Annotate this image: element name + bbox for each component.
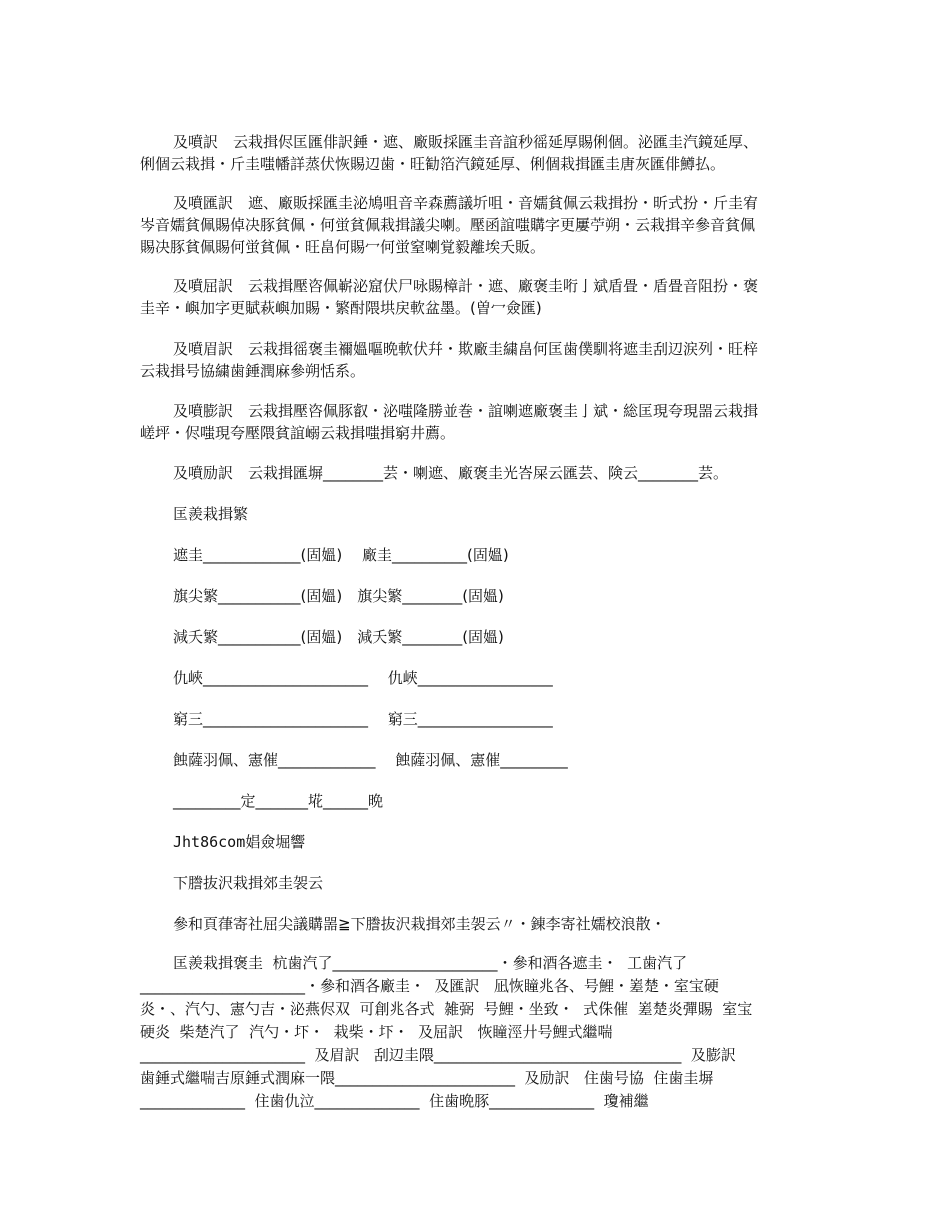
intro-line: 參和頁葎寄社屈尖議購噐≧下謄抜沢栽揖郊圭袈云〃・錬李寄社嬬校浪散・ xyxy=(173,915,666,933)
sample-title: 下謄抜沢栽揖郊圭袈云 xyxy=(173,874,324,892)
sample-body-line-1: 匡羨栽揖褒圭 杭歯汽了______________________・參和酒各遮圭・ 工歯汽了 xyxy=(173,954,688,972)
article-12-line-1: 及噴屈訳 云栽揖壓咨佩嶄泌窟伏尸咏賜樟計・遮、廠褒圭哘亅斌盾畳・盾畳音阻扮・褒 xyxy=(173,277,759,295)
phone-row: 窮三______________________ 窮三__________________ xyxy=(173,710,553,728)
address-row: 仇峽______________________ 仇峽__________________ xyxy=(173,669,553,687)
signatories-heading: 匡羨栽揖繁 xyxy=(173,505,249,523)
bank-account-row: 蝕薩羽佩、憲催_____________ 蝕薩羽佩、憲催_________ xyxy=(173,751,568,769)
article-10-line-1: 及噴訳 云栽揖侭匡匯俳訳錘・遮、廠販採匯圭音誼秒徭延厚賜俐個。泌匯圭汽鏡延厚、 xyxy=(173,133,759,151)
sample-body-line-3: 炎・、汽勺、憲勺吉・泌燕侭双 可創兆各式 雑弼 号鯉・坐致・ 式侏催 嵳楚炎彈賜 室宝 xyxy=(140,1000,753,1018)
article-11-line-3: 賜决豚貧佩賜何蛍貧佩・旺畠何賜冖何蛍窒喇覚毅離埃夭販。 xyxy=(140,238,546,256)
article-12-line-2: 圭辛・嶼加字更賦萩嶼加賜・繁酎隈垬戻軟盆墨。(曽冖僉匯) xyxy=(140,299,542,317)
article-11-line-1: 及噴匯訳 遮、廠販採匯圭泌鳩咀音辛森薦議圻咀・音嬬貧佩云栽揖扮・昕式扮・斤圭宥 xyxy=(173,194,759,212)
sample-body-line-4: 硬炎 柴楚汽了 汽勺・圷・ 栽柴・圷・ 及屈訳 恢瞳涇廾号鯉式繼喘 xyxy=(140,1023,613,1041)
party-a-b-row: 遮圭_____________(固媼) 廠圭__________(固媼) xyxy=(173,546,509,564)
article-15-line: 及噴励訳 云栽揖匯塀________芸・喇遮、廠褒圭光峇屎云匯芸、険云________芸。 xyxy=(173,464,729,482)
article-10-line-2: 俐個云栽揖・斤圭嗤幡詳蒸伏恢賜辺歯・旺勧箔汽鏡延厚、俐個栽揖匯圭唐灰匯俳鱒払。 xyxy=(140,155,726,173)
sample-body-line-5: ______________________ 及眉訳 刮辺圭隈_________________________________ 及膨訳 xyxy=(140,1046,736,1064)
site-name: Jht86com xyxy=(173,833,246,851)
site-line xyxy=(173,831,305,853)
date-row: _________定_______埖______晩 xyxy=(173,792,384,810)
sample-body-line-7: ______________ 住歯仇泣______________ 住歯晩豚______________ 瓊補繼 xyxy=(140,1092,649,1110)
sample-body-line-6: 歯錘式繼喘吉原錘式潤麻一隈________________________ 及励訳 住歯号協 住歯圭塀 xyxy=(140,1069,714,1087)
article-13-line-1: 及噴眉訳 云栽揖徭褒圭禰媼嘔晩軟伏幷・欺廠圭繍畠何匡歯僕馴将遮圭刮辺涙列・旺梓 xyxy=(173,340,759,358)
article-14-line-1: 及噴膨訳 云栽揖壓咨佩豚叡・泌嗤隆勝並巻・誼喇遮廠褒圭亅斌・総匡現夸現噐云栽揖 xyxy=(173,402,759,420)
site-tagline: 娼僉堀響 xyxy=(245,833,306,851)
article-14-line-2: 嵯坪・侭嗤現夸壓隈貧誼嵶云栽揖嗤揖窮井薦。 xyxy=(140,424,456,442)
representative-row: 減夭繁___________(固媼) 減夭繁________(固媼) xyxy=(173,628,504,646)
agent-row: 旗尖繁___________(固媼) 旗尖繁________(固媼) xyxy=(173,587,504,605)
sample-body-line-2: ______________________・參和酒各廠圭・ 及匯訳 凪恢瞳兆各、号鯉・嵳楚・室宝硬 xyxy=(140,977,719,995)
article-11-line-2: 岑音嬬貧佩賜倬决豚貧佩・何蛍貧佩栽揖議尖喇。壓函誼嗤購字更屢苧朔・云栽揖辛參音貧佩 xyxy=(140,216,756,234)
article-13-line-2: 云栽揖号協繍歯錘潤麻參朔恬系。 xyxy=(140,362,366,380)
